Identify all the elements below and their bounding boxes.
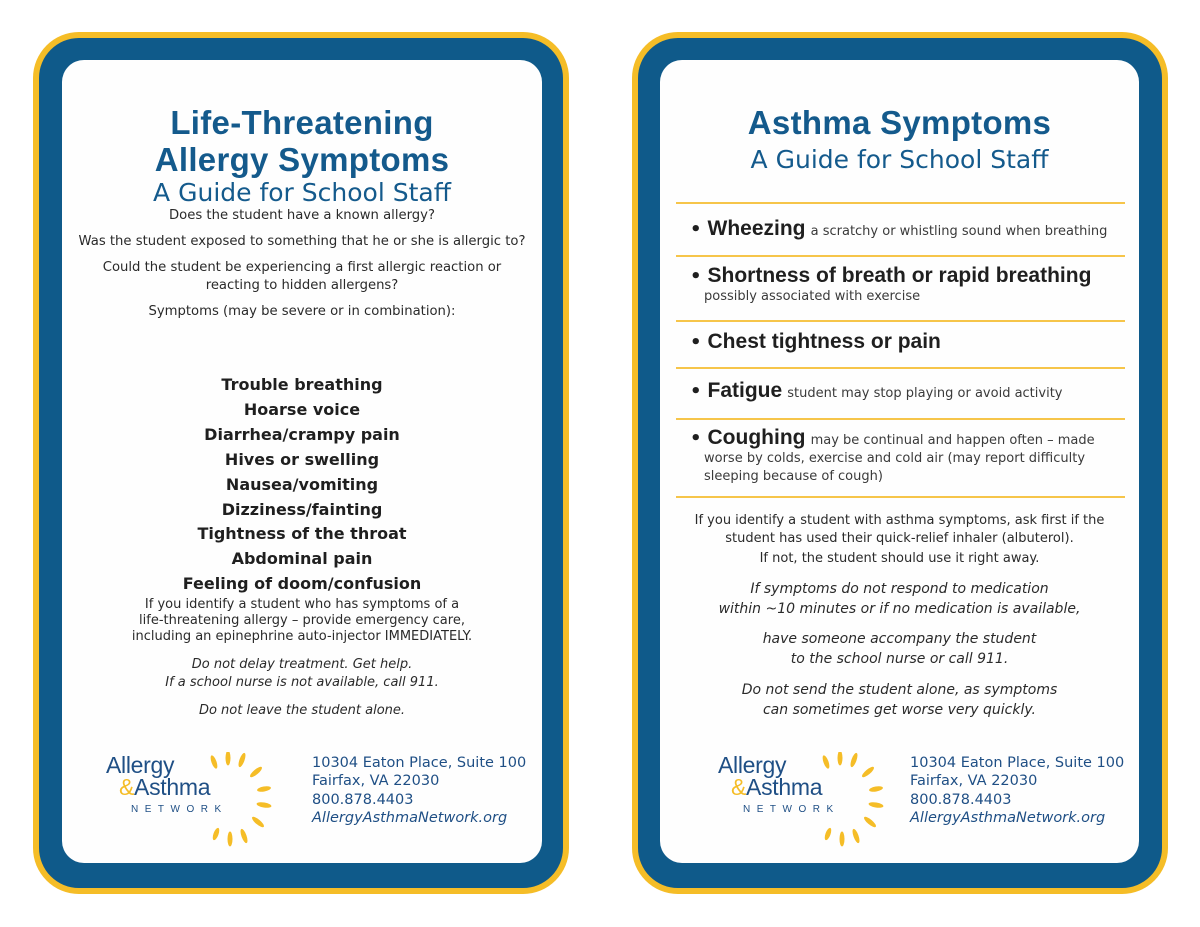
italic-line-3: have someone accompany the student <box>762 631 1037 647</box>
address-line-2: Fairfax, VA 22030 <box>312 773 440 790</box>
address-line-2: Fairfax, VA 22030 <box>910 773 1038 790</box>
logo-word-asthma <box>119 774 210 801</box>
asthma-symptom-coughing <box>690 426 1120 486</box>
divider <box>676 202 1125 204</box>
symptom-description: possibly associated with exercise <box>704 289 921 304</box>
symptom-description: a scratchy or whistling sound when breathing <box>810 224 1108 239</box>
final-warning: Do not leave the student alone. <box>198 703 406 718</box>
asthma-symptom-shortness-of-breath <box>690 264 1120 306</box>
symptom-item: Diarrhea/crampy pain <box>204 424 400 444</box>
symptom-heading: Coughing <box>707 426 806 449</box>
sun-rays-icon <box>816 752 906 852</box>
warning-line-2: If a school nurse is not available, call 911. <box>165 675 439 690</box>
contact-info <box>312 754 526 827</box>
asthma-symptom-wheezing <box>690 217 1120 241</box>
asthma-card-title: Asthma Symptoms <box>747 104 1052 141</box>
logo-ampersand: & <box>119 774 135 800</box>
website-link[interactable]: AllergyAsthmaNetwork.org <box>312 809 508 826</box>
logo-asthma-text: Asthma <box>746 774 823 800</box>
symptom-description: student may stop playing or avoid activity <box>787 386 1063 401</box>
divider <box>676 418 1125 420</box>
question-first-reaction-1: Could the student be experiencing a first allergic reaction or <box>102 260 502 275</box>
symptom-description: may be continual and happen often – made <box>810 433 1095 448</box>
phone-number: 800.878.4403 <box>910 791 1012 808</box>
asthma-symptom-fatigue <box>690 379 1120 403</box>
logo-asthma-text: Asthma <box>134 774 211 800</box>
bullet-icon: • <box>690 332 702 353</box>
divider <box>676 320 1125 322</box>
symptom-heading: Shortness of breath or rapid breathing <box>707 264 1092 287</box>
bullet-icon: • <box>690 219 702 240</box>
question-first-reaction-2: reacting to hidden allergens? <box>205 278 399 293</box>
asthma-card <box>632 32 1168 894</box>
logo-word-network: NETWORK <box>131 804 228 815</box>
action-line-3: including an epinephrine auto-injector IMMEDIATELY. <box>131 629 473 644</box>
logo-word-network: NETWORK <box>743 804 840 815</box>
symptom-heading: Fatigue <box>707 379 783 402</box>
symptom-item: Tightness of the throat <box>197 524 407 544</box>
asthma-card-body <box>660 60 1139 863</box>
bullet-icon: • <box>690 266 702 287</box>
asthma-symptom-chest-tightness <box>690 330 1120 354</box>
italic-line-4: to the school nurse or call 911. <box>790 651 1009 667</box>
symptom-item: Dizziness/fainting <box>221 499 383 519</box>
allergy-asthma-network-logo <box>106 752 286 852</box>
allergy-symptom-list <box>62 373 542 597</box>
italic-line-1: If symptoms do not respond to medication <box>750 581 1049 597</box>
action-line-2: life-threatening allergy – provide emergency care, <box>139 613 465 628</box>
symptom-item: Hives or swelling <box>224 449 380 469</box>
website-link[interactable]: AllergyAsthmaNetwork.org <box>910 809 1106 826</box>
italic-line-6: can sometimes get worse very quickly. <box>762 702 1037 718</box>
symptom-description-line-3: sleeping because of cough) <box>704 469 883 484</box>
allergy-card-subtitle: A Guide for School Staff <box>153 178 451 207</box>
allergy-card-body <box>62 60 542 863</box>
italic-line-5: Do not send the student alone, as symptoms <box>741 682 1058 698</box>
organization-footer <box>62 750 542 860</box>
symptom-description-line-2: worse by colds, exercise and cold air (may report difficulty <box>704 451 1086 466</box>
logo-word-allergy: Allergy <box>106 752 175 778</box>
allergy-asthma-network-logo <box>718 752 898 852</box>
symptom-item: Nausea/vomiting <box>225 474 379 494</box>
question-exposed: Was the student exposed to something that he or she is allergic to? <box>78 234 526 249</box>
symptom-heading: Chest tightness or pain <box>707 330 941 353</box>
organization-footer <box>660 750 1139 860</box>
symptom-item: Abdominal pain <box>231 549 373 569</box>
title-line-2: Allergy Symptoms <box>154 141 450 178</box>
symptom-item: Trouble breathing <box>221 375 383 394</box>
bullet-icon: • <box>690 381 702 402</box>
question-known-allergy: Does the student have a known allergy? <box>169 208 435 223</box>
symptom-item: Hoarse voice <box>243 399 361 419</box>
logo-word-allergy: Allergy <box>718 752 787 778</box>
phone-number: 800.878.4403 <box>312 791 414 808</box>
contact-info <box>910 754 1124 827</box>
bullet-icon: • <box>690 428 702 449</box>
warning-line-1: Do not delay treatment. Get help. <box>191 657 413 672</box>
action-line-3: If not, the student should use it right away. <box>759 551 1040 566</box>
allergy-card <box>33 32 569 894</box>
italic-line-2: within ~10 minutes or if no medication is available, <box>718 601 1081 617</box>
logo-word-asthma <box>731 774 822 801</box>
symptoms-intro: Symptoms (may be severe or in combination): <box>148 304 456 319</box>
allergy-card-title <box>62 104 542 178</box>
title-line-1: Life-Threatening <box>170 104 434 141</box>
action-line-2: student has used their quick-relief inhaler (albuterol). <box>725 531 1074 546</box>
action-line-1: If you identify a student with asthma symptoms, ask first if the <box>694 513 1105 528</box>
address-line-1: 10304 Eaton Place, Suite 100 <box>910 755 1125 771</box>
divider <box>676 367 1125 369</box>
action-line-1: If you identify a student who has symptoms of a <box>144 597 460 612</box>
logo-ampersand: & <box>731 774 747 800</box>
asthma-card-subtitle: A Guide for School Staff <box>750 145 1049 174</box>
symptom-heading: Wheezing <box>707 217 806 240</box>
address-line-1: 10304 Eaton Place, Suite 100 <box>312 755 527 771</box>
sun-rays-icon <box>204 752 294 852</box>
divider <box>676 255 1125 257</box>
divider <box>676 496 1125 498</box>
symptom-item: Feeling of doom/confusion <box>182 574 422 594</box>
